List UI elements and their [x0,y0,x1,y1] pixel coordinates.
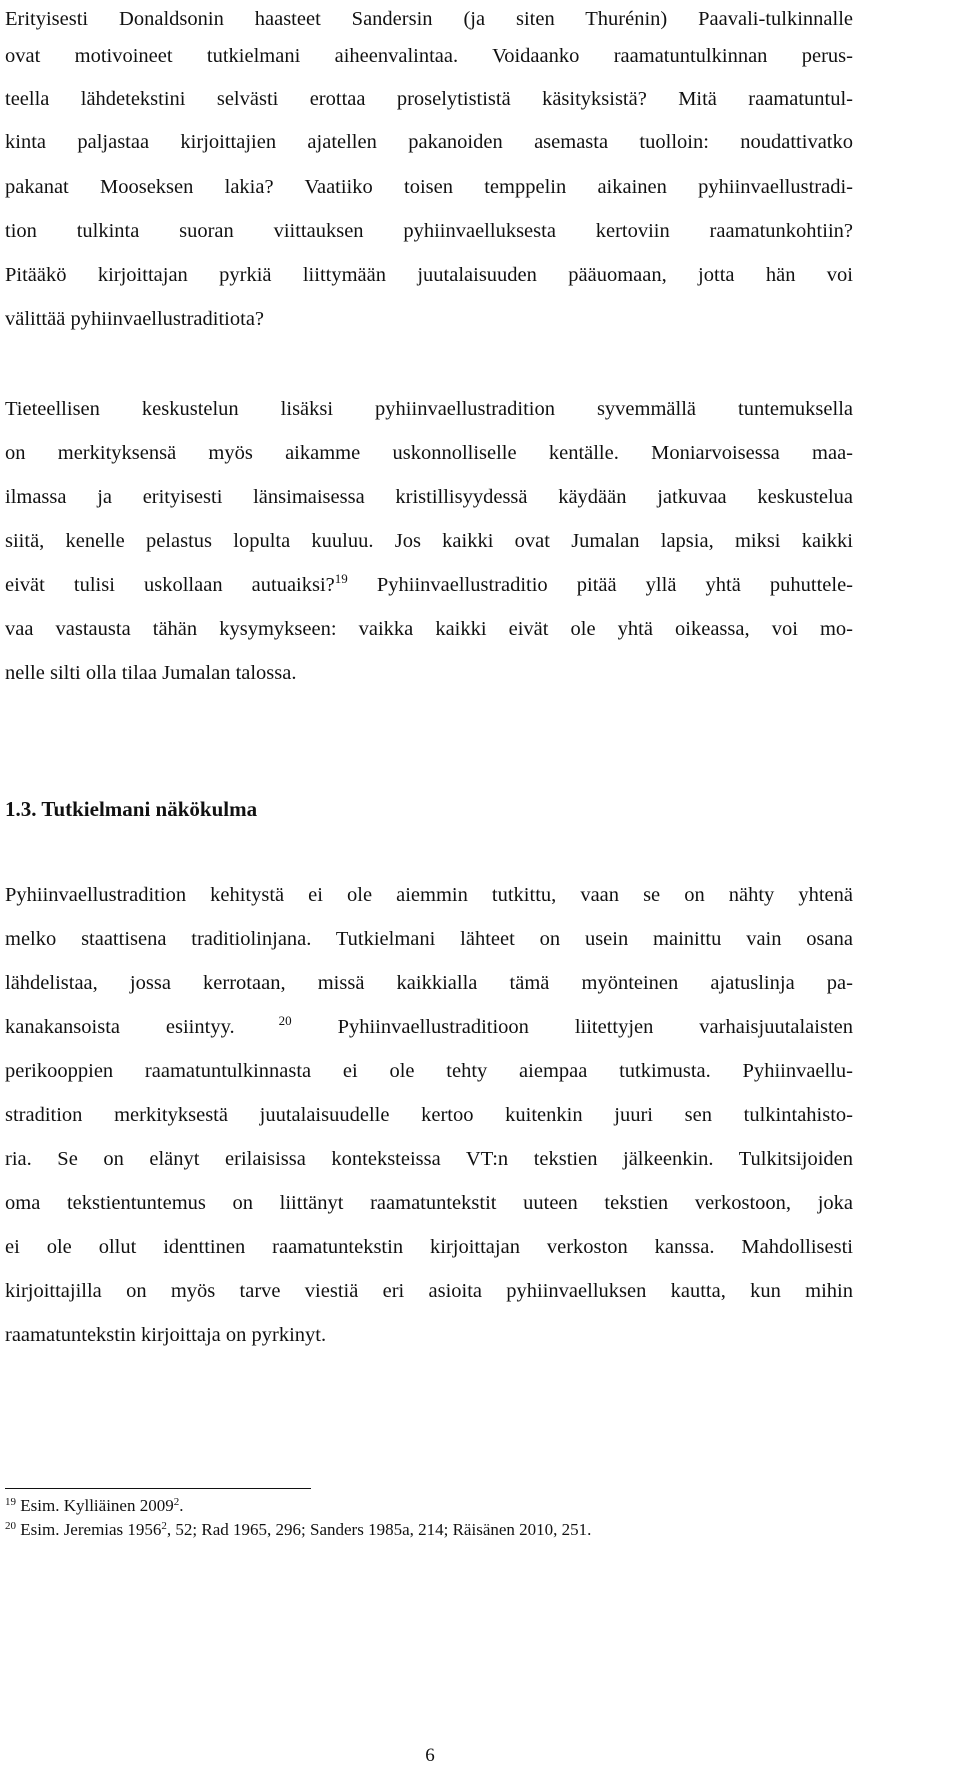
footnote-text: Esim. Kylliäinen 2009 [16,1496,174,1515]
paragraph-line: teella lähdetekstini selvästi erottaa proselytististä käsityksistä? Mitä raamatuntul- [5,88,853,110]
footnote-separator [5,1488,311,1489]
paragraph-line: siitä, kenelle pelastus lopulta kuuluu. Jos kaikki ovat Jumalan lapsia, miksi kaikki [5,530,853,552]
paragraph-line: välittää pyhiinvaellustraditiota? [5,308,265,330]
paragraph-line: vaa vastausta tähän kysymykseen: vaikka kaikki eivät ole yhtä oikeassa, voi mo- [5,618,853,640]
footnote-20 [5,1519,591,1541]
section-heading: 1.3. Tutkielmani näkökulma [5,797,258,821]
paragraph-line: kinta paljastaa kirjoittajien ajatellen pakanoiden asemasta tuolloin: noudattivatko [5,131,853,153]
edition-superscript: 2 [173,1496,180,1508]
footnote-reference[interactable]: 19 [334,571,348,586]
footnote-text: , 52; Rad 1965, 296; Sanders 1985a, 214; Räisänen 2010, 251. [166,1520,592,1539]
paragraph-line: Tieteellisen keskustelun lisäksi pyhiinvaellustradition syvemmällä tuntemuksella [5,398,853,420]
paragraph-line: Pitääkö kirjoittajan pyrkiä liittymään juutalaisuuden pääuomaan, jotta hän voi [5,264,853,286]
line-text: Pyhiinvaellustraditio pitää yllä yhtä puhuttele- [347,574,853,596]
line-text: Pyhiinvaellustraditioon liitettyjen varhaisjuutalaisten [291,1016,854,1038]
paragraph-line [5,572,853,598]
paragraph-line: ria. Se on elänyt erilaisissa konteksteissa VT:n tekstien jälkeenkin. Tulkitsijoiden [5,1148,853,1170]
footnote-number: 19 [5,1496,16,1508]
footnote-reference[interactable]: 20 [234,1013,292,1028]
paragraph-line: ilmassa ja erityisesti länsimaisessa kristillisyydessä käydään jatkuvaa keskustelua [5,486,853,508]
paragraph-line: perikooppien raamatuntulkinnasta ei ole tehty aiempaa tutkimusta. Pyhiinvaellu- [5,1060,853,1082]
paragraph-line: kirjoittajilla on myös tarve viestiä eri asioita pyhiinvaelluksen kautta, kun mihin [5,1280,853,1302]
edition-superscript: 2 [161,1520,167,1532]
paragraph-line: Pyhiinvaellustradition kehitystä ei ole aiemmin tutkittu, vaan se on nähty yhtenä [5,884,853,906]
footnote-19 [5,1495,183,1517]
paragraph-line: tion tulkinta suoran viittauksen pyhiinvaelluksesta kertoviin raamatunkohtiin? [5,220,853,242]
paragraph-line: ei ole ollut identtinen raamatuntekstin kirjoittajan verkoston kanssa. Mahdollisesti [5,1236,853,1258]
paragraph-line: on merkityksensä myös aikamme uskonnolliselle kentälle. Moniarvoisessa maa- [5,442,853,464]
paragraph-line: stradition merkityksestä juutalaisuudelle kertoo kuitenkin juuri sen tulkintahisto- [5,1104,853,1126]
paragraph-line: oma tekstientuntemus on liittänyt raamatuntekstit uuteen tekstien verkostoon, joka [5,1192,853,1214]
paragraph-line: raamatuntekstin kirjoittaja on pyrkinyt. [5,1324,327,1346]
paragraph-line: nelle silti olla tilaa Jumalan talossa. [5,662,297,684]
paragraph-line: lähdelistaa, jossa kerrotaan, missä kaikkialla tämä myönteinen ajatuslinja pa- [5,972,853,994]
paragraph-line: Erityisesti Donaldsonin haasteet Sandersin (ja siten Thurénin) Paavali-tulkinnalle [5,8,853,30]
footnote-text: Esim. Jeremias 1956 [16,1520,162,1539]
line-text: kanakansoista esiintyy. [5,1016,235,1038]
footnote-text: . [179,1496,184,1515]
line-text: eivät tulisi uskollaan autuaiksi? [5,574,335,596]
paragraph-line [5,1014,853,1040]
footnote-number: 20 [5,1520,16,1532]
page-number: 6 [425,1745,435,1766]
paragraph-line: ovat motivoineet tutkielmani aiheenvalintaa. Voidaanko raamatuntulkinnan perus- [5,45,853,67]
paragraph-line: pakanat Mooseksen lakia? Vaatiiko toisen temppelin aikainen pyhiinvaellustradi- [5,176,853,198]
paragraph-line: melko staattisena traditiolinjana. Tutkielmani lähteet on usein mainittu vain osana [5,928,853,950]
